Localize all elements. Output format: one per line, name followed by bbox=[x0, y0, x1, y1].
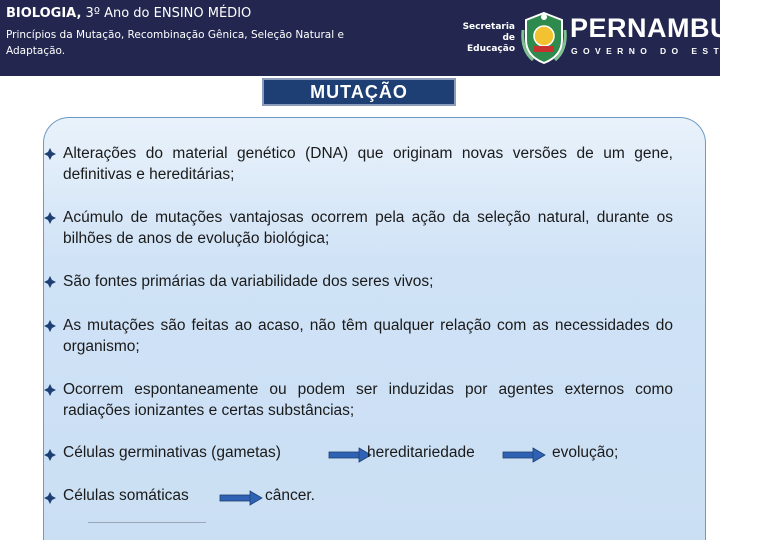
right-arrow-icon bbox=[503, 448, 545, 462]
secretaria-line-1: Secretaria de bbox=[462, 22, 515, 43]
slide-title: MUTAÇÃO bbox=[262, 78, 456, 106]
secretaria-label bbox=[449, 22, 515, 55]
diamond-bullet-icon bbox=[43, 383, 57, 397]
diamond-bullet-icon bbox=[43, 147, 57, 161]
germline-start-text: Células germinativas (gametas) bbox=[63, 444, 281, 461]
diamond-bullet-icon bbox=[43, 319, 57, 333]
list-item-text: As mutações são feitas ao acaso, não têm qualquer relação com as necessidades do organismo; bbox=[63, 317, 673, 355]
list-item-text: Acúmulo de mutações vantajosas ocorrem pela ação da seleção natural, durante os bilhões de anos de evolução biológica; bbox=[63, 209, 673, 247]
diamond-bullet-icon bbox=[43, 448, 57, 462]
course-subject: BIOLOGIA, bbox=[6, 6, 82, 21]
list-item bbox=[43, 271, 673, 292]
state-government-label: GOVERNO DO ESTADO bbox=[571, 46, 759, 56]
germline-flow-row bbox=[43, 444, 673, 466]
somatic-flow-row bbox=[43, 487, 443, 509]
list-item bbox=[43, 379, 673, 421]
diamond-bullet-icon bbox=[43, 211, 57, 225]
somatic-start-text: Células somáticas bbox=[63, 487, 189, 504]
right-arrow-icon bbox=[329, 448, 371, 462]
diamond-bullet-icon bbox=[43, 275, 57, 289]
lesson-subtitle: Princípios da Mutação, Recombinação Gênica, Seleção Natural e Adaptação. bbox=[6, 29, 344, 57]
course-level: 3º Ano do ENSINO MÉDIO bbox=[81, 6, 252, 21]
germline-middle-text: hereditariedade bbox=[367, 444, 475, 461]
course-title bbox=[6, 6, 251, 21]
pernambuco-coat-of-arms-icon bbox=[521, 10, 567, 66]
secretaria-line-2: Educação bbox=[467, 44, 515, 54]
somatic-end-text: câncer. bbox=[265, 487, 315, 504]
right-arrow-icon bbox=[220, 491, 262, 505]
list-item bbox=[43, 143, 673, 185]
list-item bbox=[43, 207, 673, 249]
germline-end-text: evolução; bbox=[552, 444, 619, 461]
list-item-text: São fontes primárias da variabilidade dos seres vivos; bbox=[63, 273, 434, 290]
state-name: PERNAMBUCO bbox=[570, 13, 772, 43]
list-item bbox=[43, 315, 673, 357]
divider-line bbox=[88, 522, 206, 523]
list-item-text: Alterações do material genético (DNA) que originam novas versões de um gene, definitivas e hereditárias; bbox=[63, 145, 673, 183]
diamond-bullet-icon bbox=[43, 491, 57, 505]
header-bar bbox=[0, 0, 772, 76]
list-item-text: Ocorrem espontaneamente ou podem ser induzidas por agentes externos como radiações ionizantes e certas substâncias; bbox=[63, 381, 673, 419]
